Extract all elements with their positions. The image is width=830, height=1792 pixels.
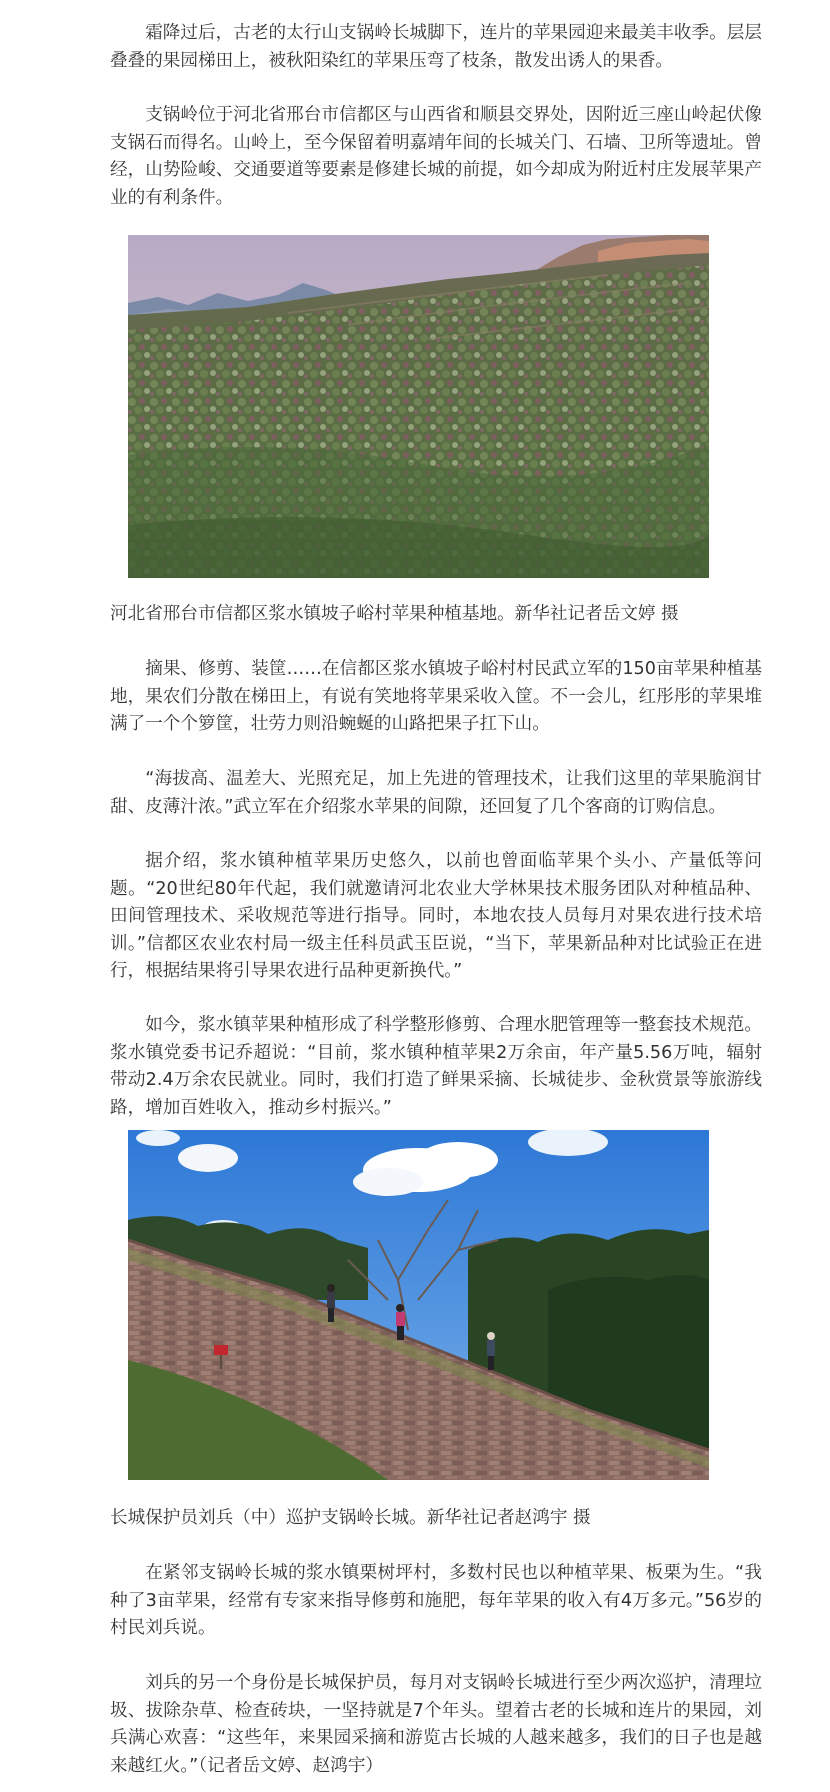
paragraph-7: 在紧邻支锅岭长城的浆水镇栗树坪村，多数村民也以种植苹果、板栗为生。“我种了3亩苹果，经常有专家来指导修剪和施肥，每年苹果的收入有4万多元。”56岁的村民刘兵说。	[110, 1563, 762, 1638]
paragraph-5: 据介绍，浆水镇种植苹果历史悠久，以前也曾面临苹果个头小、产量低等问题。“20世纪80年代起，我们就邀请河北农业大学林果技术服务团队对种植品种、田间管理技术、采收规范等进行指导。同时，本地农技人员每月对果农进行技术培训。”信都区农业农村局一级主任科员武玉臣说，“当下，苹果新品种对比试验正在进行，根据结果将引导果农进行品种更新换代。”	[110, 851, 762, 981]
paragraph-4: “海拔高、温差大、光照充足，加上先进的管理技术，让我们这里的苹果脆润甘甜、皮薄汁浓。”武立军在介绍浆水苹果的间隙，还回复了几个客商的订购信息。	[110, 769, 762, 817]
photo-caption-2: 长城保护员刘兵（中）巡护支锅岭长城。新华社记者赵鸿宇 摄	[110, 1508, 591, 1528]
great-wall-patrol-photo	[128, 1130, 709, 1480]
paragraph-8: 刘兵的另一个身份是长城保护员，每月对支锅岭长城进行至少两次巡护，清理垃圾、拔除杂草、检查砖块，一坚持就是7个年头。望着古老的长城和连片的果园，刘兵满心欢喜：“这些年，来果园采摘和游览古长城的人越来越多，我们的日子也是越来越红火。”（记者岳文婷、赵鸿宇）	[110, 1673, 762, 1776]
orchard-photo	[128, 235, 709, 578]
paragraph-3: 摘果、修剪、装筐……在信都区浆水镇坡子峪村村民武立军的150亩苹果种植基地，果农们分散在梯田上，有说有笑地将苹果采收入筐。不一会儿，红彤彤的苹果堆满了一个个箩筐，壮劳力则沿蜿蜒的山路把果子扛下山。	[110, 659, 762, 734]
photo-caption-1: 河北省邢台市信都区浆水镇坡子峪村苹果种植基地。新华社记者岳文婷 摄	[110, 604, 679, 624]
paragraph-2: 支锅岭位于河北省邢台市信都区与山西省和顺县交界处，因附近三座山岭起伏像支锅石而得名。山岭上，至今保留着明嘉靖年间的长城关门、石墙、卫所等遗址。曾经，山势险峻、交通要道等要素是修建长城的前提，如今却成为附近村庄发展苹果产业的有利条件。	[110, 105, 762, 208]
paragraph-6: 如今，浆水镇苹果种植形成了科学整形修剪、合理水肥管理等一整套技术规范。浆水镇党委书记乔超说：“目前，浆水镇种植苹果2万余亩，年产量5.56万吨，辐射带动2.4万余农民就业。同时，我们打造了鲜果采摘、长城徒步、金秋赏景等旅游线路，增加百姓收入，推动乡村振兴。”	[110, 1015, 762, 1118]
paragraph-1: 霜降过后，古老的太行山支锅岭长城脚下，连片的苹果园迎来最美丰收季。层层叠叠的果园梯田上，被秋阳染红的苹果压弯了枝条，散发出诱人的果香。	[110, 23, 762, 71]
